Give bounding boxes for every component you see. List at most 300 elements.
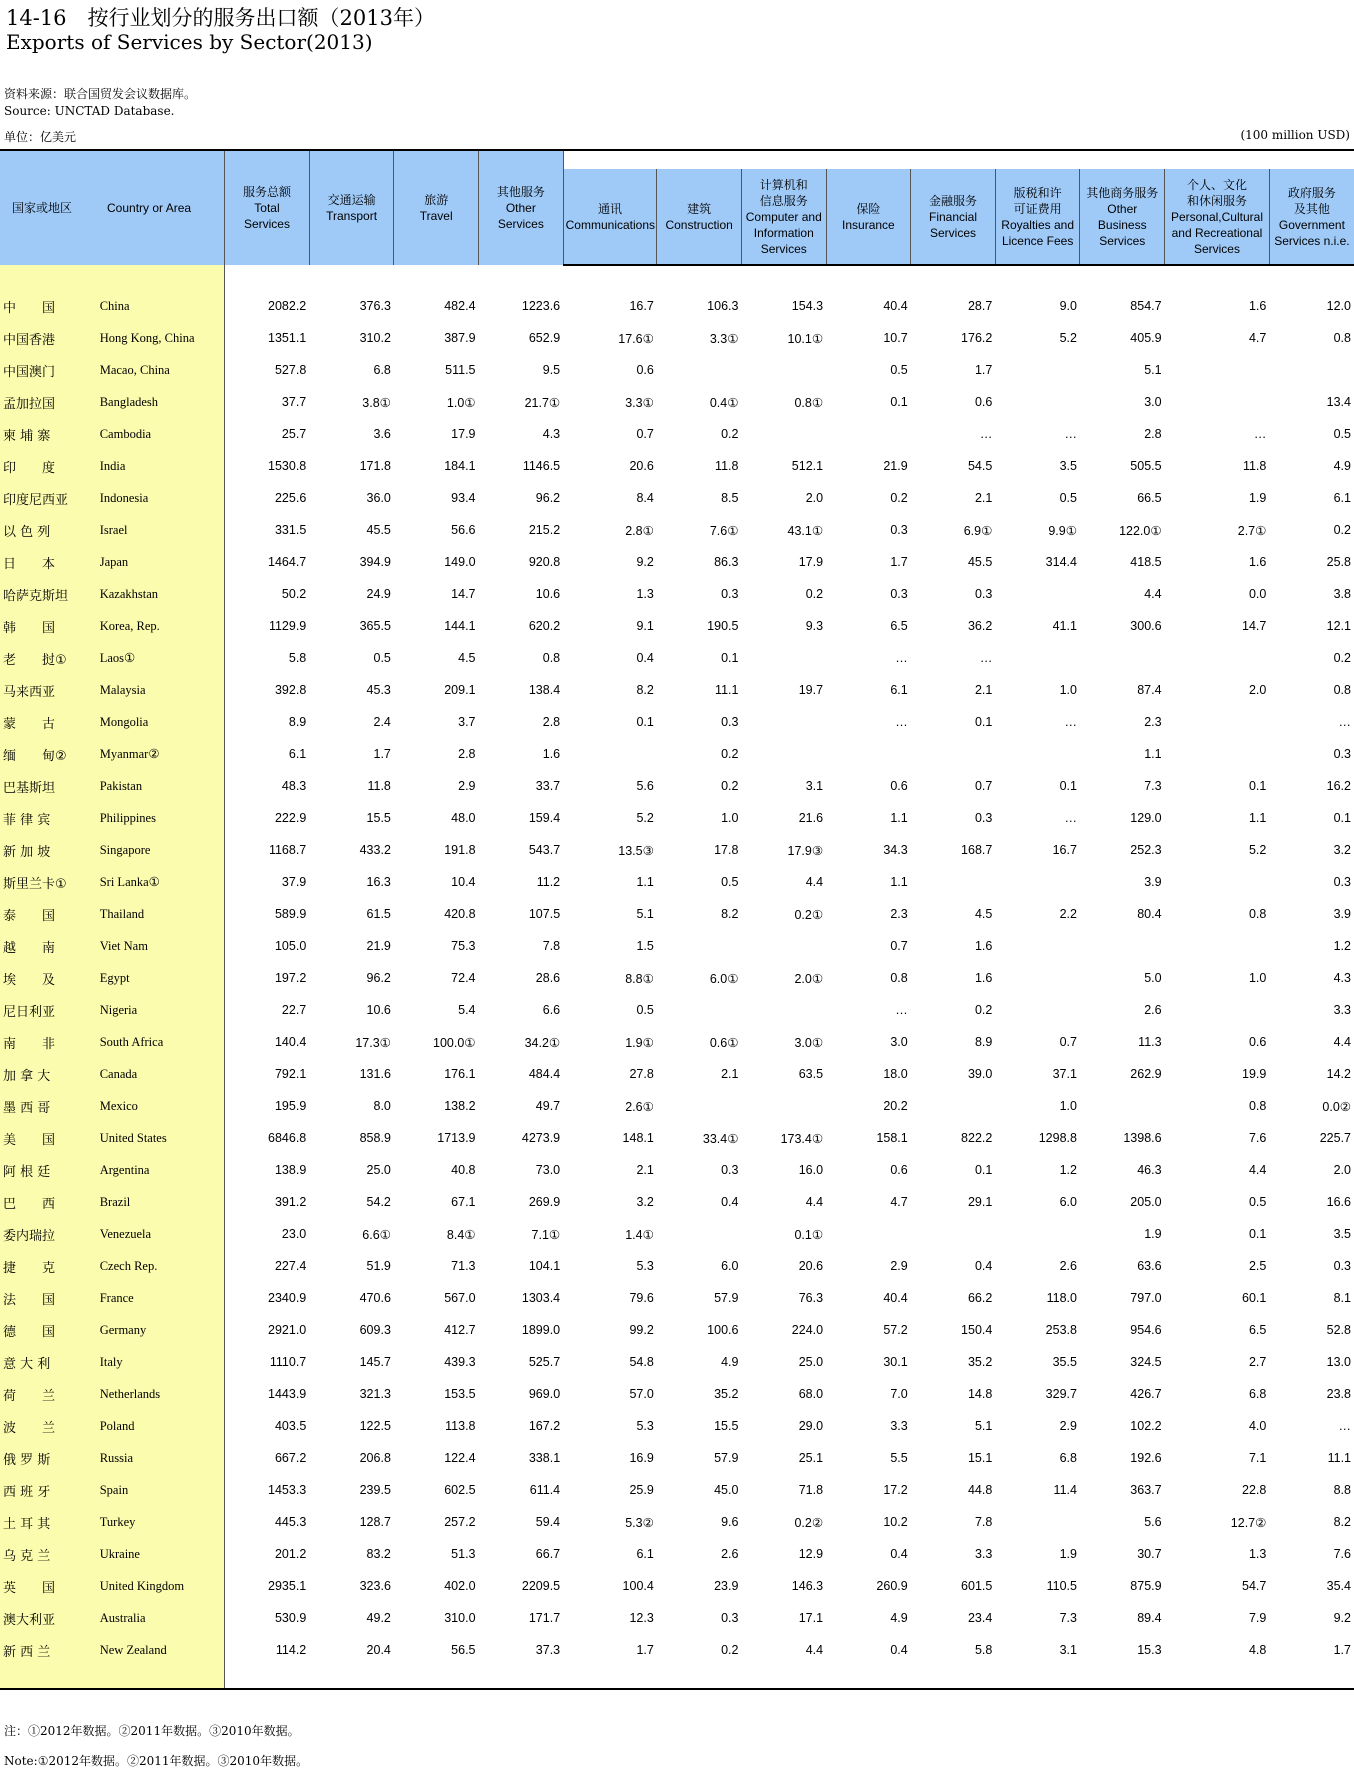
cell-transport: 20.4 [366,1643,391,1657]
cell-travel: 191.8 [444,843,476,857]
cell-business: 46.3 [1137,1163,1162,1177]
cell-insurance: 1.1 [890,875,908,889]
cell-total: 37.7 [281,395,307,409]
cell-travel: 4.5 [458,651,476,665]
cell-country-en: India [99,450,225,482]
cell-travel: 71.3 [451,1259,476,1273]
cell-communications: 79.6 [629,1291,654,1305]
table-row [0,1154,1354,1186]
cell-royalties: 7.3 [1059,1611,1077,1625]
table-row [0,1218,1354,1250]
cell-personal [1165,354,1270,386]
cell-insurance: 260.9 [876,1579,908,1593]
cell-transport: 1.7 [373,747,391,761]
cell-computer: 29.0 [798,1419,824,1433]
cell-construction: 0.1 [721,651,739,665]
cell-insurance: 17.2 [883,1483,908,1497]
cell-government: 0.1 [1333,811,1351,825]
cell-transport: 10.6 [366,1003,391,1017]
cell-other: 66.7 [535,1547,561,1561]
cell-travel: 387.9 [444,331,476,345]
cell-travel: 310.0 [444,1611,476,1625]
cell-computer: 17.9 [798,555,824,569]
cell-insurance [826,418,911,450]
cell-travel: 14.7 [451,587,476,601]
cell-government: 225.7 [1319,1131,1351,1145]
cell-country-cn: 缅 甸② [0,738,99,770]
cell-business: 63.6 [1137,1259,1162,1273]
table-row [0,1314,1354,1346]
cell-royalties [995,1218,1080,1250]
table-row [0,386,1354,418]
cell-personal: 54.7 [1242,1579,1267,1593]
cell-personal: 0.0 [1248,587,1267,601]
cell-other: 33.7 [535,779,561,793]
cell-travel: 8.4① [446,1227,476,1242]
cell-country-en: United States [99,1122,225,1154]
cell-financial: 28.7 [967,299,993,313]
cell-transport: 310.2 [359,331,391,345]
cell-country-en: Italy [99,1346,225,1378]
cell-communications: 1.1 [636,875,654,889]
cell-government: 9.2 [1333,1611,1351,1625]
cell-business: 5.0 [1144,971,1162,985]
cell-business [1080,642,1165,674]
cell-other: 4273.9 [521,1131,561,1145]
cell-total: 792.1 [274,1067,307,1081]
page-title-en: Exports of Services by Sector(2013) [6,30,373,54]
cell-country-cn: 巴 西 [0,1186,99,1218]
cell-transport: 365.5 [359,619,391,633]
table-body [0,265,1354,1689]
cell-country-cn: 墨 西 哥 [0,1090,99,1122]
cell-construction: 0.5 [721,875,739,889]
cell-financial: 0.3 [974,811,993,825]
table-row [0,898,1354,930]
table-row [0,994,1354,1026]
cell-total: 2921.0 [268,1323,307,1337]
cell-computer: 3.0① [794,1035,824,1050]
cell-communications: 0.1 [636,715,654,729]
header-financial: 金融服务 Financial Services [911,169,996,265]
table-row [0,1090,1354,1122]
cell-royalties: … [1064,715,1077,729]
cell-business: 1.9 [1144,1227,1162,1241]
cell-personal: … [1253,427,1267,441]
source-en: Source: UNCTAD Database. [4,104,175,118]
cell-transport: 61.5 [366,907,391,921]
cell-computer [741,1090,826,1122]
cell-total: 2340.9 [268,1291,307,1305]
cell-financial: 39.0 [967,1067,993,1081]
cell-transport: 21.9 [366,939,391,953]
cell-total: 667.2 [274,1451,307,1465]
cell-communications: 16.7 [629,299,654,313]
cell-country-cn: 印 度 [0,450,99,482]
cell-business: 262.9 [1130,1067,1162,1081]
cell-other: 49.7 [535,1099,561,1113]
cell-royalties [995,354,1080,386]
cell-communications: 1.3 [636,587,654,601]
cell-travel: 2.8 [458,747,476,761]
table-row [0,1058,1354,1090]
cell-country-cn: 斯里兰卡① [0,866,99,898]
table-row [0,1634,1354,1666]
cell-total: 1351.1 [268,331,307,345]
cell-computer: 146.3 [791,1579,824,1593]
cell-construction: 7.6① [709,523,739,538]
table-row [0,1506,1354,1538]
cell-country-cn: 孟加拉国 [0,386,99,418]
cell-insurance: 34.3 [883,843,908,857]
cell-transport: 24.9 [366,587,391,601]
cell-country-cn: 埃 及 [0,962,99,994]
note-en: Note:①2012年数据。②2011年数据。③2010年数据。 [4,1754,309,1768]
cell-financial: 822.2 [961,1131,993,1145]
cell-country-cn: 西 班 牙 [0,1474,99,1506]
cell-country-cn: 法 国 [0,1282,99,1314]
cell-personal [1165,994,1270,1026]
cell-country-en: South Africa [99,1026,225,1058]
cell-financial: 14.8 [967,1387,993,1401]
cell-construction: 2.1 [721,1067,739,1081]
cell-communications [563,738,657,770]
cell-financial: … [979,651,993,665]
cell-personal: 12.7② [1230,1515,1267,1530]
cell-government: 12.0 [1326,299,1351,313]
cell-construction: 0.3 [721,1611,739,1625]
cell-government: 6.1 [1333,491,1351,505]
cell-personal [1165,642,1270,674]
cell-royalties [995,930,1080,962]
services-export-table [0,149,1354,1690]
cell-computer: 68.0 [798,1387,824,1401]
cell-other: 652.9 [528,331,561,345]
cell-other: 138.4 [528,683,561,697]
header-government: 政府服务 及其他 Government Services n.i.e. [1269,169,1354,265]
cell-other: 34.2① [524,1035,561,1050]
cell-country-en: Bangladesh [99,386,225,418]
cell-insurance: 0.4 [890,1643,908,1657]
cell-total: 527.8 [274,363,307,377]
cell-other: 484.4 [528,1067,561,1081]
cell-country-en: Egypt [99,962,225,994]
cell-transport: 11.8 [367,779,391,793]
cell-construction [657,1218,742,1250]
cell-business [1080,1090,1165,1122]
cell-communications: 8.2 [636,683,654,697]
cell-financial: 15.1 [967,1451,993,1465]
cell-travel: 40.8 [451,1163,476,1177]
cell-royalties: 3.1 [1059,1643,1077,1657]
cell-computer: 0.2① [794,907,824,922]
cell-country-en: Mexico [99,1090,225,1122]
cell-business: 5.1 [1144,363,1162,377]
cell-royalties: 1.9 [1059,1547,1077,1561]
cell-financial [911,738,996,770]
cell-computer: 19.7 [798,683,824,697]
cell-royalties: 0.7 [1059,1035,1077,1049]
cell-business: 426.7 [1130,1387,1162,1401]
cell-other: 11.2 [536,875,561,889]
cell-insurance: 0.3 [890,587,908,601]
cell-construction: 0.2 [721,779,739,793]
cell-transport: 470.6 [359,1291,391,1305]
cell-country-en: Philippines [99,802,225,834]
cell-financial: 4.5 [974,907,993,921]
cell-government: … [1338,1419,1351,1433]
cell-construction: 0.2 [721,747,739,761]
cell-other: 96.2 [535,491,561,505]
cell-country-cn: 柬 埔 寨 [0,418,99,450]
cell-travel: 93.4 [451,491,476,505]
cell-computer: 71.8 [798,1483,824,1497]
cell-government: 35.4 [1326,1579,1351,1593]
cell-business: 192.6 [1130,1451,1162,1465]
cell-communications: 16.9 [629,1451,654,1465]
cell-computer: 0.2② [794,1515,824,1530]
cell-personal: 0.6 [1248,1035,1267,1049]
cell-business: 5.6 [1144,1515,1162,1529]
cell-royalties: 314.4 [1045,555,1077,569]
cell-royalties: 5.2 [1059,331,1077,345]
cell-financial: 6.9① [963,523,993,538]
cell-royalties: 9.9① [1048,523,1077,538]
cell-personal [1165,738,1270,770]
header-construction: 建筑 Construction [657,169,742,265]
cell-country-cn: 新 加 坡 [0,834,99,866]
cell-business: 300.6 [1130,619,1162,633]
header-transport: 交通运输 Transport [309,150,394,265]
cell-construction: 0.3 [721,1163,739,1177]
cell-personal: 7.6 [1248,1131,1267,1145]
cell-travel: 113.8 [445,1419,476,1433]
header-country-en: Country or Area [107,201,192,215]
cell-total: 445.3 [274,1515,307,1529]
cell-country-cn: 印度尼西亚 [0,482,99,514]
cell-insurance: 40.4 [883,1291,908,1305]
cell-travel: 412.7 [444,1323,476,1337]
cell-travel: 176.1 [444,1067,476,1081]
cell-communications: 8.8① [625,971,654,986]
unit-cn: 单位：亿美元 [4,130,77,144]
cell-other: 59.4 [535,1515,561,1529]
cell-insurance: 0.7 [890,939,908,953]
cell-government: 8.2 [1333,1515,1351,1529]
cell-travel: 144.1 [444,619,476,633]
cell-construction: 11.1 [715,683,739,697]
cell-construction: 57.9 [714,1451,739,1465]
cell-personal: 0.8 [1248,907,1267,921]
cell-travel: 149.0 [444,555,476,569]
cell-insurance: 10.7 [883,331,908,345]
cell-business: 363.7 [1130,1483,1162,1497]
cell-country-en: Singapore [99,834,225,866]
cell-communications: 5.3 [636,1419,654,1433]
table-row [0,962,1354,994]
cell-country-en: Cambodia [99,418,225,450]
cell-country-en: Turkey [99,1506,225,1538]
cell-other: 107.5 [528,907,561,921]
cell-construction: 1.0 [721,811,739,825]
cell-business: 87.4 [1137,683,1162,697]
cell-royalties: 11.4 [1053,1483,1077,1497]
cell-other: 338.1 [528,1451,561,1465]
cell-insurance: 7.0 [890,1387,908,1401]
cell-other: 525.7 [528,1355,561,1369]
cell-transport: 36.0 [366,491,391,505]
cell-computer: 17.1 [798,1611,824,1625]
cell-government: 25.8 [1326,555,1351,569]
cell-computer [741,642,826,674]
cell-other: 7.8 [542,939,561,953]
cell-computer: 10.1① [787,331,824,346]
cell-insurance: 18.0 [883,1067,908,1081]
cell-total: 392.8 [274,683,307,697]
cell-personal: 7.1 [1248,1451,1267,1465]
cell-transport: 433.2 [359,843,391,857]
table-row [0,1378,1354,1410]
cell-total: 37.9 [281,875,307,889]
services-export-table-wrap [0,149,1354,1705]
cell-personal: 1.6 [1248,555,1267,569]
cell-travel: 602.5 [444,1483,476,1497]
cell-country-cn: 英 国 [0,1570,99,1602]
cell-insurance: 0.5 [890,363,908,377]
cell-total: 1168.7 [268,843,307,857]
cell-government: 1.2 [1333,939,1351,953]
cell-computer: 25.1 [798,1451,824,1465]
cell-total: 530.9 [274,1611,307,1625]
cell-insurance: 2.3 [890,907,908,921]
cell-other: 1.6 [542,747,561,761]
table-row [0,1346,1354,1378]
cell-financial: 1.6 [974,971,993,985]
cell-computer: 17.9③ [787,843,824,858]
cell-other: 620.2 [528,619,561,633]
table-row [0,610,1354,642]
cell-country-en: Thailand [99,898,225,930]
cell-transport: 15.5 [366,811,391,825]
cell-government: … [1338,715,1351,729]
cell-computer [741,706,826,738]
cell-business: 7.3 [1144,779,1162,793]
cell-business [1080,930,1165,962]
cell-construction: 0.2 [721,1643,739,1657]
cell-communications: 5.3 [636,1259,654,1273]
cell-country-en: Indonesia [99,482,225,514]
cell-government: 13.4 [1326,395,1351,409]
cell-country-cn: 尼日利亚 [0,994,99,1026]
cell-business: 122.0① [1119,523,1162,538]
cell-construction: 6.0 [721,1259,739,1273]
cell-communications: 5.3② [625,1515,654,1530]
cell-computer: 2.0 [805,491,824,505]
cell-total: 1464.7 [268,555,307,569]
cell-business: 15.3 [1137,1643,1162,1657]
table-row [0,1186,1354,1218]
cell-royalties: 6.8 [1059,1451,1077,1465]
table-row [0,418,1354,450]
cell-total: 1443.9 [268,1387,307,1401]
cell-transport: 128.7 [359,1515,391,1529]
cell-royalties: 1.0 [1059,683,1077,697]
cell-country-en: Macao, China [99,354,225,386]
cell-personal: 2.7① [1237,523,1267,538]
cell-country-cn: 巴基斯坦 [0,770,99,802]
table-row [0,290,1354,322]
cell-total: 6846.8 [268,1131,307,1145]
cell-personal: 2.7 [1248,1355,1267,1369]
cell-royalties: 253.8 [1045,1323,1077,1337]
cell-personal: 60.1 [1242,1291,1267,1305]
cell-country-en: Netherlands [99,1378,225,1410]
cell-total: 140.4 [274,1035,307,1049]
cell-communications: 2.8① [625,523,654,538]
cell-financial: 0.7 [974,779,993,793]
cell-country-cn: 菲 律 宾 [0,802,99,834]
cell-country-en: Russia [99,1442,225,1474]
header-country-cn: 国家或地区 [12,201,73,215]
cell-communications: 2.6① [625,1099,654,1114]
header-blank-strip [563,150,1354,169]
cell-financial: 0.1 [974,1163,993,1177]
cell-country-en: Myanmar② [99,738,225,770]
cell-royalties: 3.5 [1059,459,1077,473]
cell-travel: 209.1 [444,683,476,697]
cell-business: 30.7 [1137,1547,1162,1561]
cell-computer: 76.3 [798,1291,824,1305]
cell-country-en: Poland [99,1410,225,1442]
cell-travel: 138.2 [444,1099,476,1113]
cell-business: 418.5 [1130,555,1162,569]
cell-other: 10.6 [535,587,561,601]
cell-financial: 3.3 [974,1547,993,1561]
cell-communications: 99.2 [629,1323,654,1337]
table-row [0,706,1354,738]
cell-transport: 16.3 [366,875,391,889]
header-computer: 计算机和 信息服务 Computer and Information Services [741,169,826,265]
cell-computer: 224.0 [791,1323,824,1337]
cell-country-cn: 俄 罗 斯 [0,1442,99,1474]
cell-government: 3.5 [1333,1227,1351,1241]
table-row [0,1026,1354,1058]
cell-government: 3.9 [1333,907,1351,921]
cell-insurance: 0.3 [890,523,908,537]
cell-total: 222.9 [274,811,307,825]
cell-government: 8.1 [1333,1291,1351,1305]
cell-computer [741,418,826,450]
cell-government: 1.7 [1333,1643,1351,1657]
cell-communications: 1.4① [625,1227,654,1242]
cell-country-cn: 中国澳门 [0,354,99,386]
table-row [0,1570,1354,1602]
table-row [0,1538,1354,1570]
cell-financial: 0.3 [974,587,993,601]
cell-country-en: Germany [99,1314,225,1346]
cell-construction: 35.2 [714,1387,739,1401]
cell-computer: 4.4 [805,1195,824,1209]
cell-insurance [826,1218,911,1250]
cell-financial: 36.2 [967,619,993,633]
cell-business: 80.4 [1137,907,1162,921]
cell-construction: 4.9 [721,1355,739,1369]
cell-government: 0.5 [1333,427,1351,441]
cell-insurance: 3.0 [890,1035,908,1049]
cell-personal: 1.9 [1248,491,1267,505]
cell-computer: 43.1① [787,523,824,538]
cell-travel: 439.3 [444,1355,476,1369]
